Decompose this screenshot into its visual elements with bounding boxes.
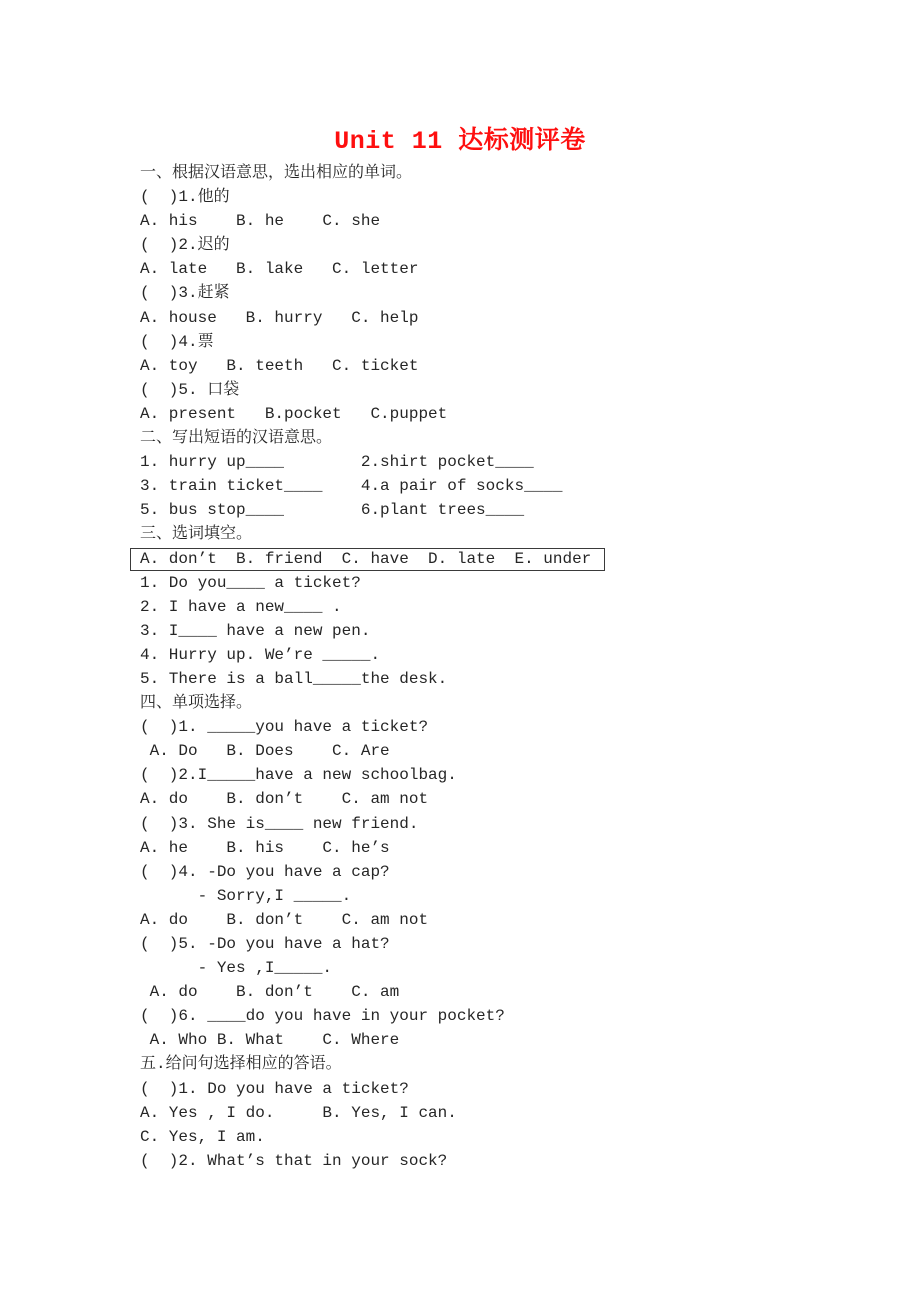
worksheet-line: ( )5. -Do you have a hat? bbox=[140, 935, 390, 953]
worksheet-line: A. present B.pocket C.puppet bbox=[140, 404, 448, 423]
page-title: Unit 11 达标测评卷 bbox=[334, 127, 586, 156]
worksheet-line: C. Yes, I am. bbox=[140, 1127, 265, 1146]
worksheet-line: A. Who B. What C. Where bbox=[140, 1031, 400, 1050]
worksheet-line: 5. There is a ball_____the desk. bbox=[140, 669, 448, 688]
worksheet-line: 二、写出短语的汉语意思。 bbox=[140, 429, 333, 448]
worksheet-line: A. house B. hurry C. help bbox=[140, 308, 419, 327]
worksheet-line: ( )1. Do you have a ticket? bbox=[140, 1079, 409, 1098]
worksheet-line: A. Yes , I do. B. Yes, I can. bbox=[140, 1103, 457, 1122]
worksheet-line: - Yes ,I_____. bbox=[140, 959, 333, 978]
worksheet-line: A. late B. lake C. letter bbox=[140, 260, 419, 279]
worksheet-line: 5. bus stop____ 6.plant trees____ bbox=[140, 501, 525, 520]
worksheet-line: ( )2. What’s that in your sock? bbox=[140, 1151, 448, 1170]
word-bank-box: A. don’t B. friend C. have D. late E. under bbox=[130, 548, 605, 571]
worksheet-line: A. toy B. teeth C. ticket bbox=[140, 356, 419, 375]
worksheet-line: ( )2.I_____have a new schoolbag. bbox=[140, 766, 457, 785]
worksheet-line bbox=[140, 547, 860, 571]
worksheet-line: 一、根据汉语意思，选出相应的单词。 bbox=[140, 164, 413, 182]
worksheet-line: 3. train ticket____ 4.a pair of socks____ bbox=[140, 477, 563, 496]
worksheet-line: 4. Hurry up. We’re _____. bbox=[140, 645, 381, 664]
worksheet-line: ( )1.他的 bbox=[140, 188, 230, 207]
worksheet-line: ( )4.票 bbox=[140, 332, 214, 351]
worksheet-line: 五.给问句选择相应的答语。 bbox=[140, 1055, 342, 1074]
worksheet-line: 1. hurry up____ 2.shirt pocket____ bbox=[140, 453, 534, 472]
worksheet-line: 三、选词填空。 bbox=[140, 525, 253, 544]
worksheet-line: ( )3. She is____ new friend. bbox=[140, 814, 419, 833]
worksheet-line: ( )2.迟的 bbox=[140, 236, 230, 255]
worksheet-line: ( )3.赶紧 bbox=[140, 284, 230, 303]
worksheet-line: 3. I____ have a new pen. bbox=[140, 621, 371, 640]
worksheet-line: ( )1. _____you have a ticket? bbox=[140, 718, 429, 737]
worksheet-body bbox=[140, 161, 860, 1173]
worksheet-line: A. do B. don’t C. am bbox=[140, 983, 400, 1002]
worksheet-line: ( )6. ____do you have in your pocket? bbox=[140, 1007, 505, 1026]
worksheet-line: ( )4. -Do you have a cap? bbox=[140, 862, 390, 881]
worksheet-line: A. his B. he C. she bbox=[140, 212, 381, 231]
worksheet-line: A. do B. don’t C. am not bbox=[140, 790, 429, 809]
worksheet-line: 2. I have a new____ . bbox=[140, 597, 342, 616]
worksheet-line: - Sorry,I _____. bbox=[140, 886, 352, 905]
worksheet-line: 四、单项选择。 bbox=[140, 694, 253, 713]
worksheet-line: ( )5. 口袋 bbox=[140, 380, 240, 399]
worksheet-line: A. Do B. Does C. Are bbox=[140, 742, 390, 761]
worksheet-line: A. do B. don’t C. am not bbox=[140, 910, 429, 929]
worksheet-line: 1. Do you____ a ticket? bbox=[140, 573, 361, 592]
worksheet-line: A. he B. his C. he’s bbox=[140, 838, 390, 857]
